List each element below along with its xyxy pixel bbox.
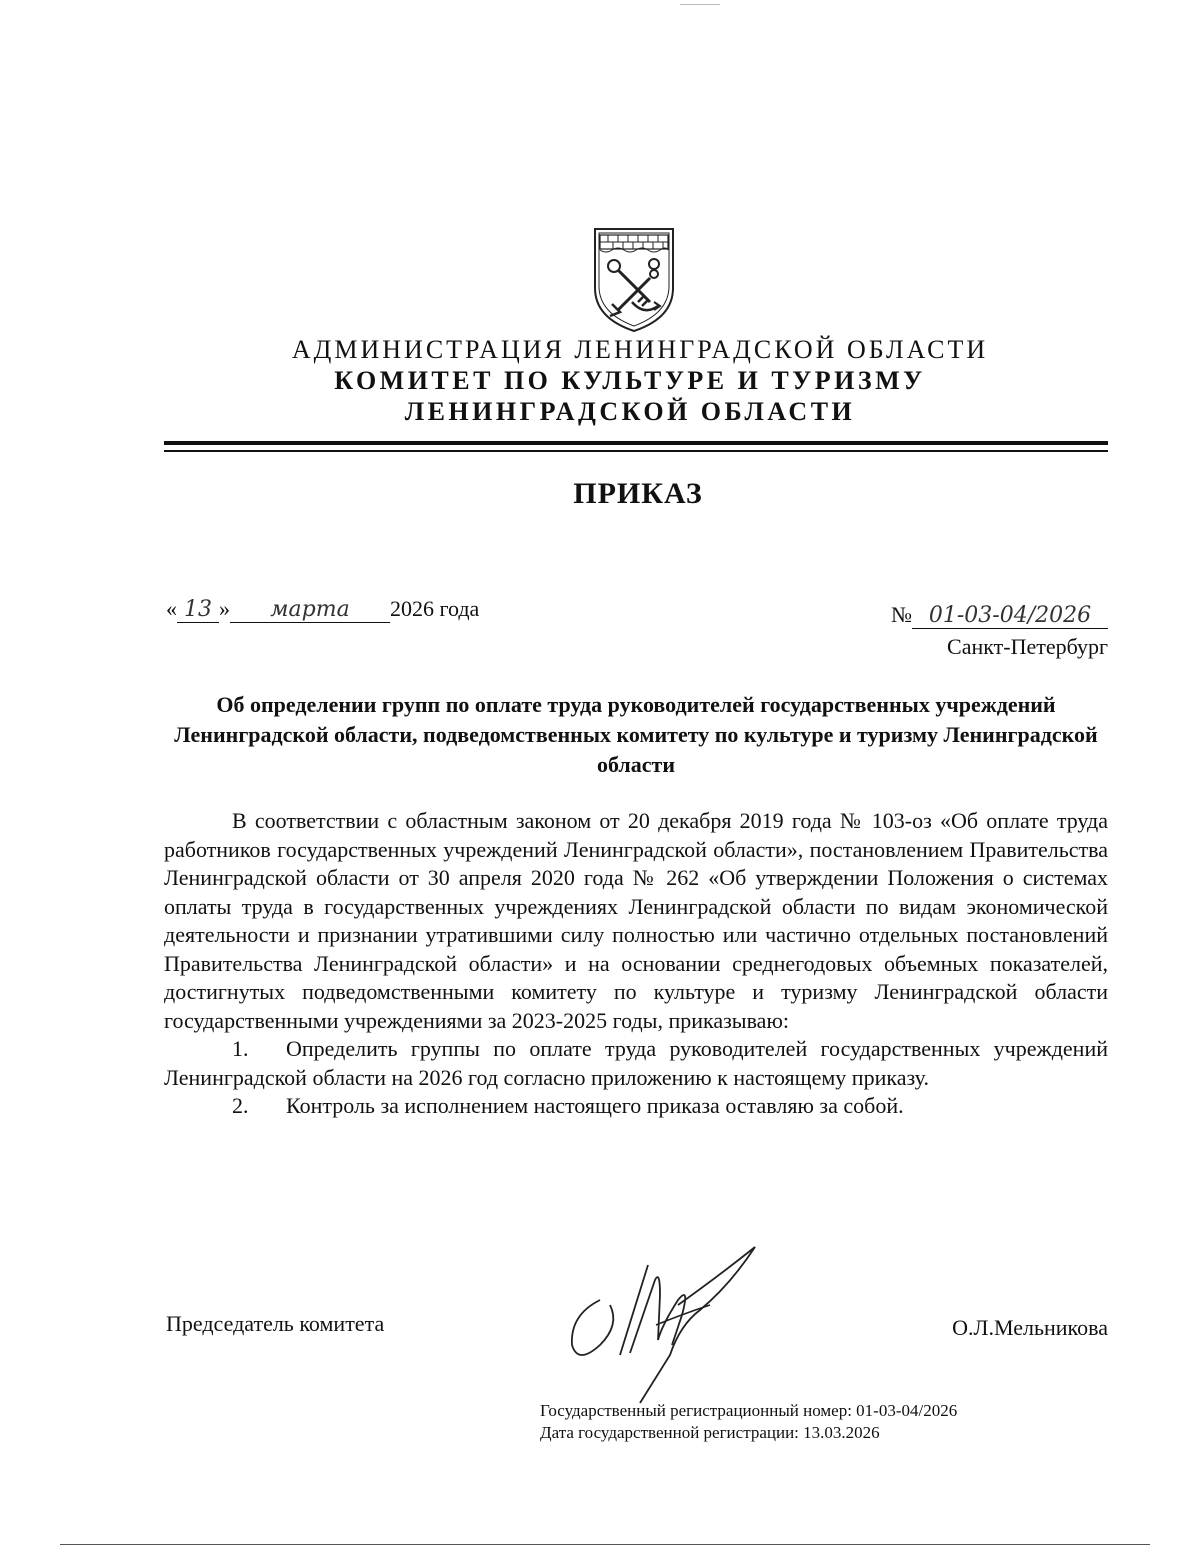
signer-position: Председатель комитета	[166, 1311, 385, 1336]
handwritten-signature	[560, 1245, 760, 1415]
page-bottom-rule	[60, 1544, 1150, 1545]
administration-heading: АДМИНИСТРАЦИЯ ЛЕНИНГРАДСКОЙ ОБЛАСТИ	[291, 335, 989, 364]
date-day: 13	[177, 597, 219, 623]
date-close-quote: »	[219, 596, 230, 621]
number-value: 01-03-04/2026	[912, 603, 1108, 629]
number-label: №	[891, 602, 912, 627]
item-text: Определить группы по оплате труда руководителей государственных учреждений Ленинградской области на 2026 год согласно приложению к настоящему приказу.	[164, 1036, 1108, 1090]
document-body	[164, 807, 1108, 1121]
body-preamble: В соответствии с областным законом от 20 декабря 2019 года № 103-оз «Об оплате труда работников государственных учреждений Ленинградской области», постановлением Правительства Ленинградской области от 30 апреля 2020 года № 262 «Об утверждении Положения о системах оплаты труда в государственных учреждениях Ленинградской области по видам экономической деятельности и признании утратившими силу полностью или частично отдельных постановлений Правительства Ленинградской области» и на основании среднегодовых объемных показателей, достигнутых подведомственными комитету по культуре и туризму Ленинградской области государственными учреждениями за 2023-2025 годы, приказываю:	[164, 808, 1108, 1033]
committee-heading-line1: КОМИТЕТ ПО КУЛЬТУРЕ И ТУРИЗМУ	[334, 366, 926, 395]
date-open-quote: «	[166, 596, 177, 621]
item-number: 1.	[232, 1036, 249, 1061]
registration-stamp	[540, 1400, 957, 1444]
document-number	[891, 602, 1108, 629]
document-title: Об определении групп по оплате труда руководителей государственных учреждений Ленинградской области, подведомственных комитету по культуре и туризму Ленинградской области	[174, 692, 1098, 777]
date-month: марта	[230, 597, 390, 623]
header-rule-thin	[164, 450, 1108, 452]
scan-mark	[680, 4, 720, 5]
item-number: 2.	[232, 1093, 249, 1118]
body-item	[164, 1035, 1108, 1092]
signer-name: О.Л.Мельникова	[952, 1315, 1108, 1340]
body-item	[164, 1092, 1108, 1121]
document-type-heading: ПРИКАЗ	[573, 477, 703, 510]
date-year: 2026 года	[390, 596, 480, 621]
document-date	[166, 596, 479, 623]
item-text: Контроль за исполнением настоящего приказа оставляю за собой.	[286, 1093, 904, 1118]
coat-of-arms-icon	[592, 226, 676, 334]
document-city: Санкт-Петербург	[947, 634, 1108, 659]
registration-date: Дата государственной регистрации: 13.03.2026	[540, 1423, 880, 1442]
header-rule-thick	[164, 441, 1108, 445]
registration-number: Государственный регистрационный номер: 01-03-04/2026	[540, 1401, 958, 1420]
committee-heading-line2: ЛЕНИНГРАДСКОЙ ОБЛАСТИ	[404, 397, 856, 426]
